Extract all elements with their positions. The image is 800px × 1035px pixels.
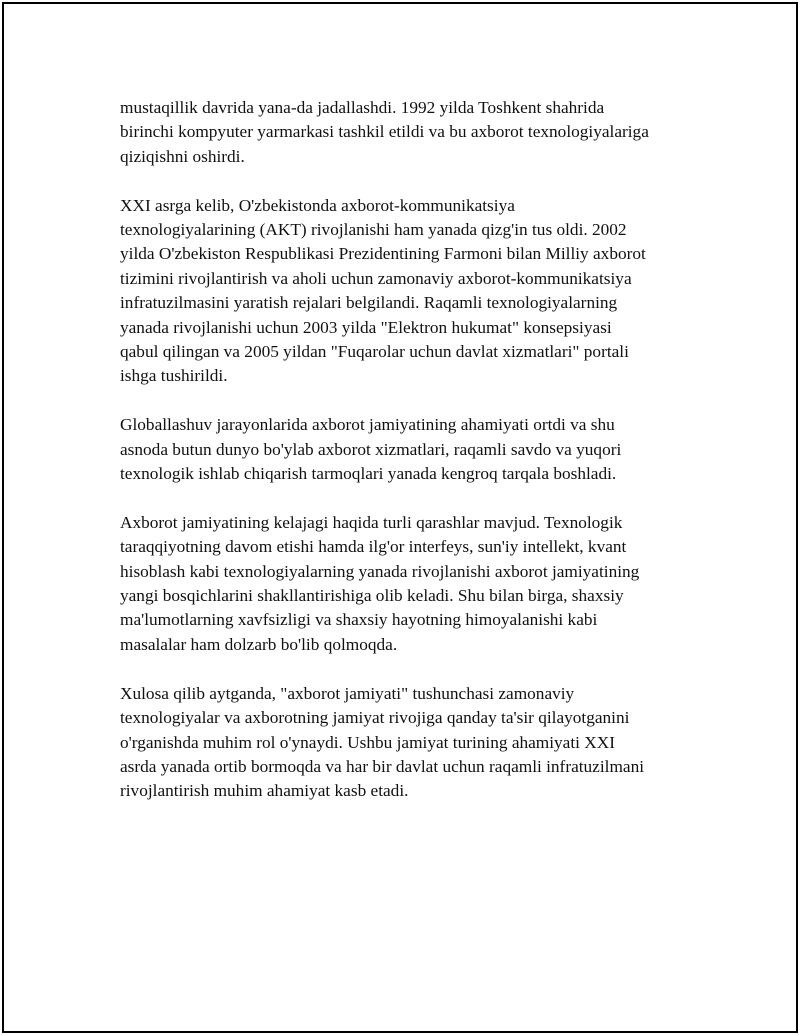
paragraph-2: XXI asrga kelib, O'zbekistonda axborot-kommunikatsiya texnologiyalarining (AKT) rivojlanishi ham yanada qizg'in tus oldi. 2002 yilda O'zbekiston Respublikasi Prezidentining Farmoni bilan Milliy axborot tizimini rivojlantirish va aholi uchun zamonaviy axborot-kommunikatsiya infratuzilmasini yaratish rejalari belgilandi. Raqamli texnologiyalarning yanada rivojlanishi uchun 2003 yilda "Elektron hukumat" konsepsiyasi qabul qilingan va 2005 yildan "Fuqarolar uchun davlat xizmatlari" portali ishga tushirildi. — [120, 195, 646, 386]
document-body — [120, 96, 690, 828]
paragraph-1: mustaqillik davrida yana-da jadallashdi. 1992 yilda Toshkent shahrida birinchi kompyuter yarmarkasi tashkil etildi va bu axborot texnologiyalariga qiziqishni oshirdi. — [120, 98, 649, 166]
paragraph-3: Globallashuv jarayonlarida axborot jamiyatining ahamiyati ortdi va shu asnoda butun dunyo bo'ylab axborot xizmatlari, raqamli savdo va yuqori texnologik ishlab chiqarish tarmoqlari yanada kengroq tarqala boshladi. — [120, 415, 622, 484]
paragraph-4: Axborot jamiyatining kelajagi haqida turli qarashlar mavjud. Texnologik taraqqiyotning davom etishi hamda ilg'or interfeys, sun'iy intellekt, kvant hisoblash kabi texnologiyalarning yanada rivojlanishi axborot jamiyatining yangi bosqichlarini shakllantirishiga olib keladi. Shu bilan birga, shaxsiy ma'lumotlarning xavfsizligi va shaxsiy hayotning himoyalanishi kabi masalalar ham dolzarb bo'lib qolmoqda. — [120, 512, 640, 654]
document-page — [2, 2, 798, 1033]
paragraph-5: Xulosa qilib aytganda, "axborot jamiyati" tushunchasi zamonaviy texnologiyalar va axborotning jamiyat rivojiga qanday ta'sir qilayotganini o'rganishda muhim rol o'ynaydi. Ushbu jamiyat turining ahamiyati XXI asrda yanada ortib bormoqda va har bir davlat uchun raqamli infratuzilmani rivojlantirish muhim ahamiyat kasb etadi. — [120, 683, 645, 801]
